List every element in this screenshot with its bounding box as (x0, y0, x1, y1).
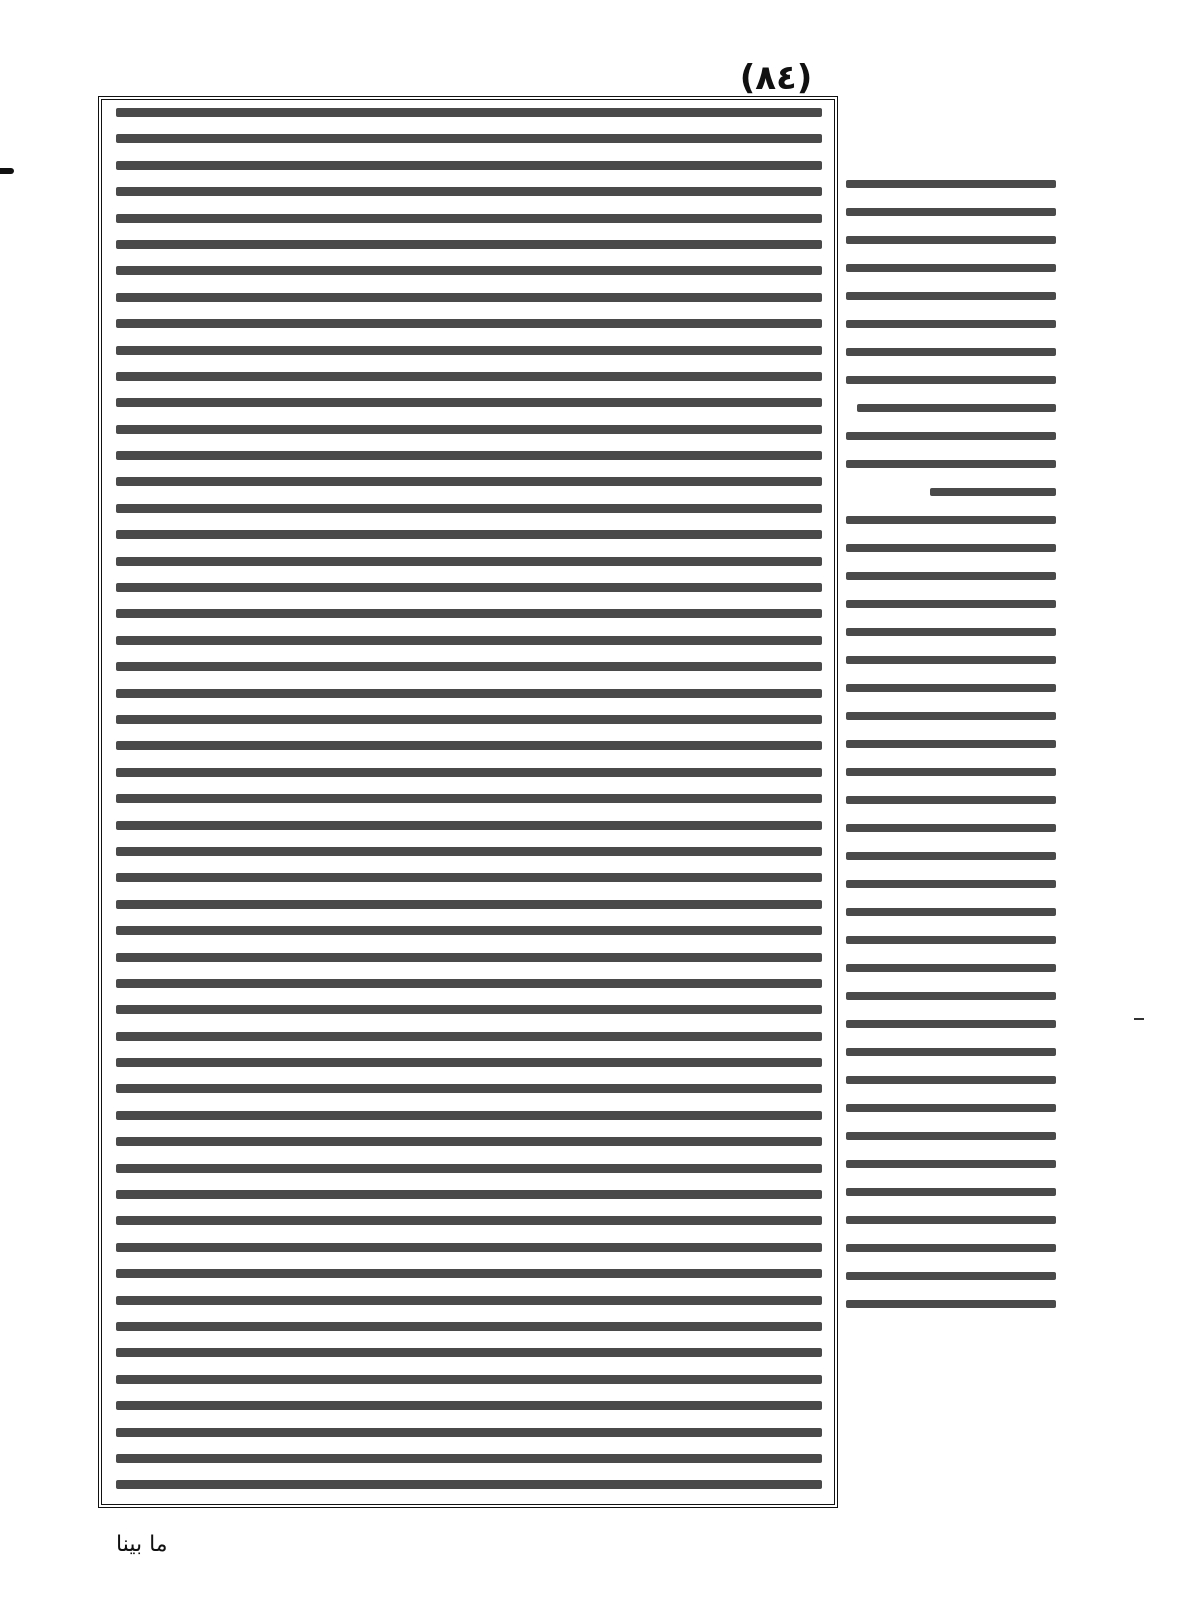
main-text-line (116, 319, 822, 328)
margin-text-line (846, 1188, 1056, 1196)
main-text-line (116, 1111, 822, 1120)
margin-text-line (846, 740, 1056, 748)
main-text-line (116, 1190, 822, 1199)
main-text-line (116, 187, 822, 196)
main-text-line (116, 1058, 822, 1067)
main-text-line (116, 1005, 822, 1014)
margin-text-line (846, 572, 1056, 580)
margin-text-line (846, 1244, 1056, 1252)
margin-text-line (846, 768, 1056, 776)
margin-text-line (846, 880, 1056, 888)
catchword: ما بينا (116, 1532, 168, 1557)
page-number: (٨٤) (739, 58, 813, 98)
main-text-line (116, 953, 822, 962)
main-text-block (116, 108, 822, 1494)
main-text-line (116, 1401, 822, 1410)
main-text-line (116, 583, 822, 592)
main-text-line (116, 1216, 822, 1225)
main-text-line (116, 1296, 822, 1305)
main-text-line (116, 1032, 822, 1041)
margin-text-line (846, 264, 1056, 272)
margin-text-line (846, 460, 1056, 468)
main-text-line (116, 847, 822, 856)
main-text-line (116, 134, 822, 143)
main-text-line (116, 1454, 822, 1463)
margin-text-line (846, 544, 1056, 552)
main-text-line (116, 425, 822, 434)
margin-text-line (846, 992, 1056, 1000)
margin-text-line (857, 404, 1057, 412)
margin-text-line (846, 1076, 1056, 1084)
scan-edge-mark (0, 168, 14, 174)
margin-commentary-block (846, 180, 1056, 1310)
main-text-line (116, 1322, 822, 1331)
main-text-line (116, 1137, 822, 1146)
main-text-line (116, 1164, 822, 1173)
main-text-line (116, 873, 822, 882)
main-text-line (116, 794, 822, 803)
main-text-line (116, 768, 822, 777)
main-text-line (116, 1243, 822, 1252)
main-text-line (116, 293, 822, 302)
margin-text-line (846, 1160, 1056, 1168)
main-text-line (116, 662, 822, 671)
main-text-line (116, 477, 822, 486)
main-text-line (116, 530, 822, 539)
margin-text-line (846, 348, 1056, 356)
main-text-line (116, 372, 822, 381)
margin-text-line (846, 236, 1056, 244)
margin-text-line (846, 712, 1056, 720)
main-text-line (116, 108, 822, 117)
main-text-line (116, 689, 822, 698)
margin-text-line (846, 796, 1056, 804)
main-text-line (116, 609, 822, 618)
margin-text-line (846, 684, 1056, 692)
main-text-line (116, 346, 822, 355)
margin-text-line (846, 628, 1056, 636)
margin-text-line (846, 1132, 1056, 1140)
margin-text-line (846, 1048, 1056, 1056)
margin-text-line (846, 180, 1056, 188)
main-text-line (116, 161, 822, 170)
margin-text-line (846, 964, 1056, 972)
main-text-line (116, 1428, 822, 1437)
margin-text-line (846, 1300, 1056, 1308)
main-text-line (116, 979, 822, 988)
main-text-line (116, 715, 822, 724)
main-text-line (116, 1084, 822, 1093)
margin-text-line (846, 320, 1056, 328)
main-text-line (116, 900, 822, 909)
main-text-line (116, 266, 822, 275)
main-text-line (116, 926, 822, 935)
margin-text-line (846, 824, 1056, 832)
main-text-line (116, 557, 822, 566)
margin-text-line (846, 1216, 1056, 1224)
margin-text-line (846, 908, 1056, 916)
main-text-line (116, 451, 822, 460)
main-text-line (116, 398, 822, 407)
margin-text-line (846, 208, 1056, 216)
main-text-line (116, 504, 822, 513)
main-text-line (116, 214, 822, 223)
margin-text-line (846, 432, 1056, 440)
margin-text-line (846, 1104, 1056, 1112)
margin-text-line (846, 600, 1056, 608)
margin-text-line (846, 852, 1056, 860)
main-text-line (116, 821, 822, 830)
margin-text-line (846, 656, 1056, 664)
margin-text-line (846, 292, 1056, 300)
main-text-line (116, 240, 822, 249)
main-text-line (116, 741, 822, 750)
main-text-line (116, 1269, 822, 1278)
scan-margin-mark (1134, 1018, 1144, 1020)
margin-text-line (930, 488, 1056, 496)
margin-text-line (846, 1020, 1056, 1028)
margin-text-line (846, 376, 1056, 384)
margin-text-line (846, 1272, 1056, 1280)
main-text-line (116, 636, 822, 645)
main-text-line (116, 1480, 822, 1489)
margin-text-line (846, 936, 1056, 944)
margin-text-line (846, 516, 1056, 524)
main-text-line (116, 1348, 822, 1357)
main-text-line (116, 1375, 822, 1384)
